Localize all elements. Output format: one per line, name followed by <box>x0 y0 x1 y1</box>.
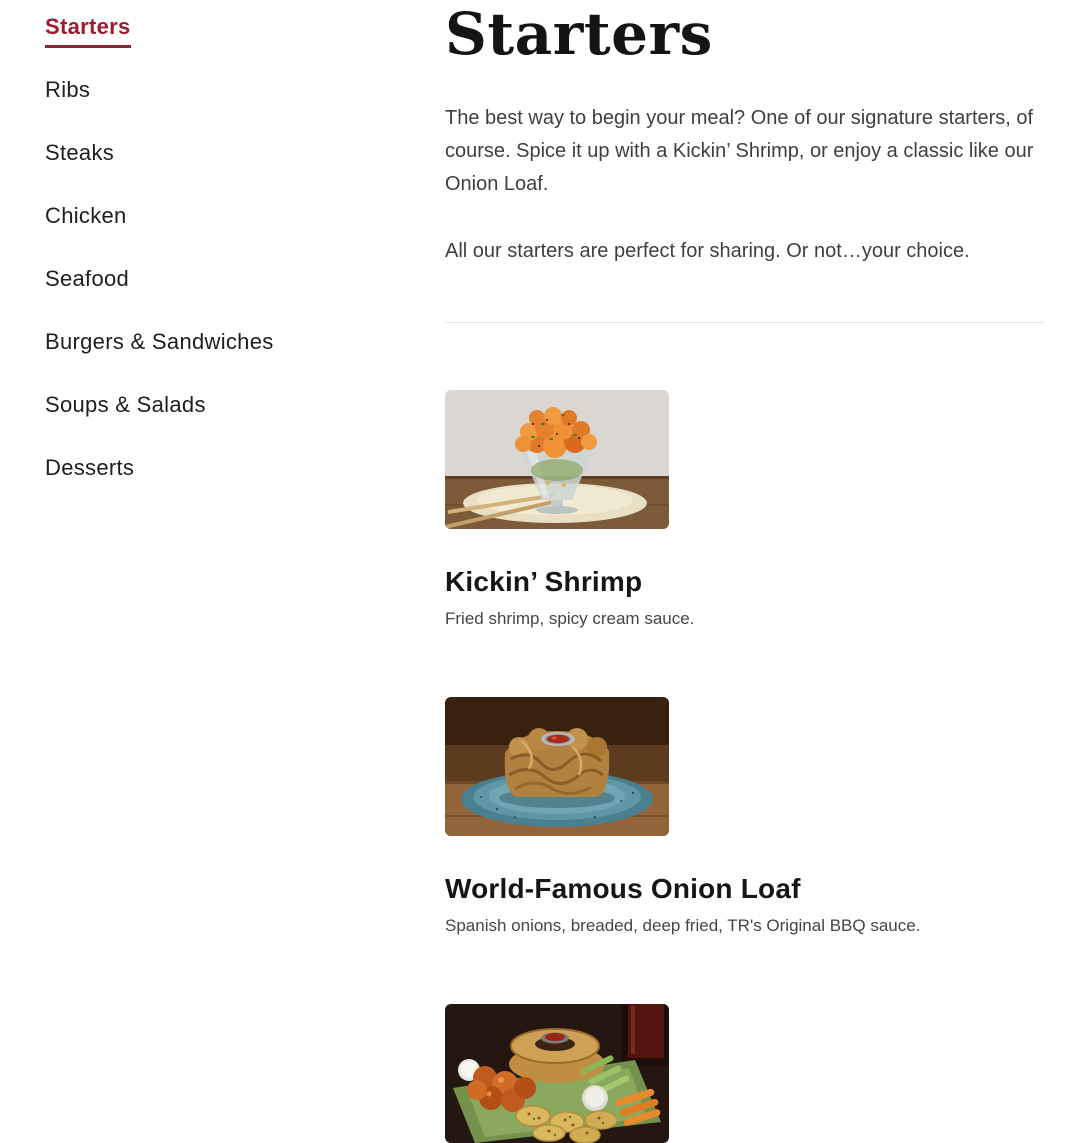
page-title: Starters <box>445 0 713 68</box>
sidebar-item-label: Chicken <box>45 203 127 228</box>
sidebar-item-label: Desserts <box>45 455 135 480</box>
kickin-shrimp-illustration <box>445 390 669 529</box>
section-intro <box>445 102 1045 268</box>
sidebar-item-ribs[interactable] <box>45 77 385 140</box>
menu-items-list <box>445 390 1045 1143</box>
section-divider <box>445 322 1045 323</box>
intro-paragraph-2: All our starters are perfect for sharing. Or not…your choice. <box>445 240 970 262</box>
sidebar-item-steaks[interactable] <box>45 140 385 203</box>
category-nav-list <box>45 14 385 518</box>
menu-item-sampler-platter <box>445 1004 1045 1143</box>
sidebar-item-label: Starters <box>45 14 131 48</box>
menu-item-onion-loaf <box>445 697 1045 936</box>
sidebar-item-label: Burgers & Sandwiches <box>45 329 274 354</box>
menu-item-title: Kickin’ Shrimp <box>445 566 643 597</box>
sidebar-item-desserts[interactable] <box>45 455 385 518</box>
kickin-shrimp-photo <box>445 390 669 529</box>
menu-item-title: World-Famous Onion Loaf <box>445 873 801 904</box>
intro-paragraph-1: The best way to begin your meal? One of our signature starters, of course. Spice it up with a Kickin’ Shrimp, or enjoy a classic like our Onion Loaf. <box>445 107 1034 195</box>
sidebar-item-label: Ribs <box>45 77 91 102</box>
sidebar-item-starters[interactable] <box>45 14 385 77</box>
sidebar-item-label: Soups & Salads <box>45 392 206 417</box>
sampler-platter-illustration <box>445 1004 669 1143</box>
onion-loaf-illustration <box>445 697 669 836</box>
sidebar-item-burgers-sandwiches[interactable] <box>45 329 385 392</box>
sidebar-item-label: Seafood <box>45 266 130 291</box>
onion-loaf-photo <box>445 697 669 836</box>
menu-item-kickin-shrimp <box>445 390 1045 629</box>
sidebar-item-soups-salads[interactable] <box>45 392 385 455</box>
sidebar-item-label: Steaks <box>45 140 115 165</box>
menu-section-main <box>445 0 1045 1143</box>
sampler-platter-photo <box>445 1004 669 1143</box>
sidebar-item-seafood[interactable] <box>45 266 385 329</box>
menu-category-sidebar <box>45 14 385 518</box>
menu-item-description: Spanish onions, breaded, deep fried, TR's Original BBQ sauce. <box>445 916 921 935</box>
sidebar-item-chicken[interactable] <box>45 203 385 266</box>
menu-item-description: Fried shrimp, spicy cream sauce. <box>445 609 695 628</box>
